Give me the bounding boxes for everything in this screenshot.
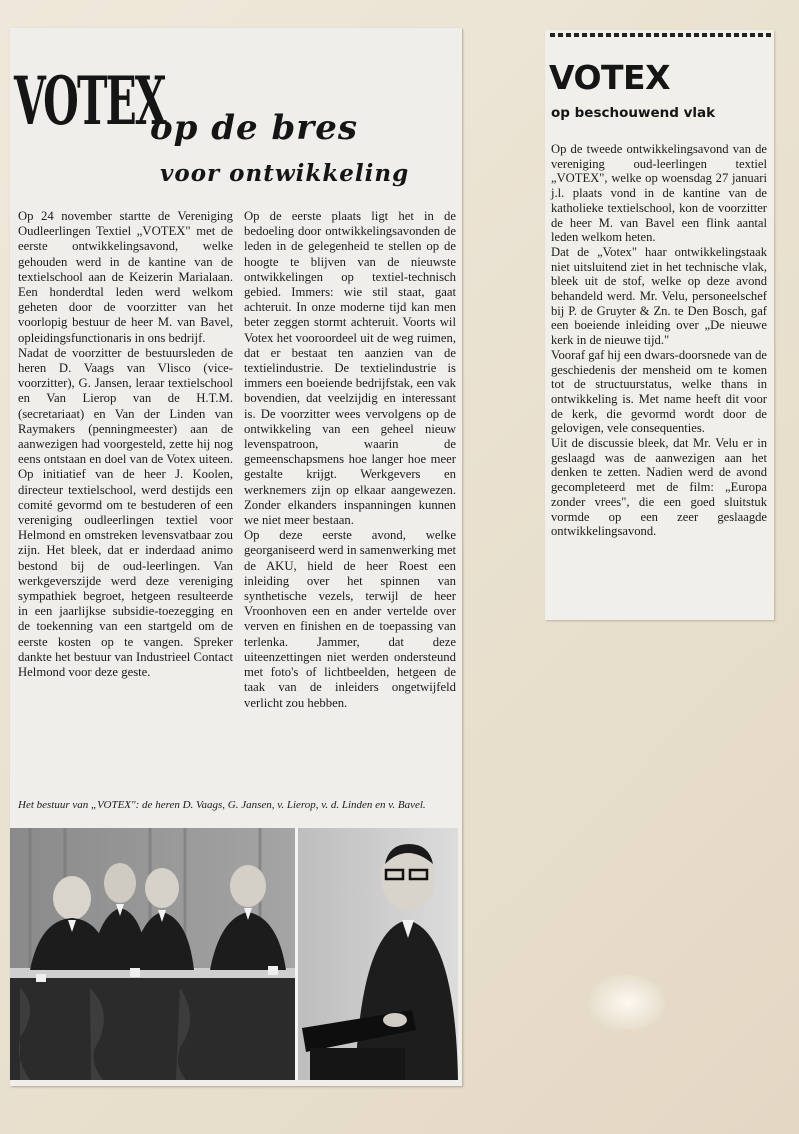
dashed-rule <box>550 33 771 37</box>
left-col1-paragraph-1: Op 24 november startte de Vereniging Oudleerlingen Textiel „VOTEX" met de eerste ontwikkelingsavond, welke gehouden werd in de kantine van de textielschool aan de Keizerin Marialaan. Een honderdtal leden werd welkom geheten door de voorzitter van het voorlopig bestuur de heer M. van Bavel, opleidingsfunctionaris in ons bedrijf. <box>18 209 233 345</box>
right-article-body <box>551 142 767 539</box>
left-col1-paragraph-2: Nadat de voorzitter de bestuursleden de heren D. Vaags van Vlisco (vice-voorzitter), G. Jansen, leraar textielschool en Van Lierop van de H.T.M. (secretariaat) en Van der Linden van Raymakers (penningmeester) aan de aanwezigen had voorgesteld, zette hij nog eens ontstaan en doel van de Votex uiteen. Op initiatief van de heer J. Koolen, directeur textielschool, werd destijds een comité gevormd om te bestuderen of een vereniging oudleerlingen textiel voor Helmond en omstreken levensvatbaar zou zijn. Het bleek, dat er inderdaad animo bestond bij de oud-leerlingen. Van werkgeverszijde werd deze vereniging sympathiek begroet, hetgeen resulteerde in een jaarlijkse subsidie-toezegging en de toekenning van een startgeld om de eerste kosten op te vangen. Spreker dankte het bestuur van Industrieel Contact Helmond voor deze geste. <box>18 345 233 680</box>
left-title-subtitle-2: voor ontwikkeling <box>160 160 410 187</box>
right-paragraph-3: Vooraf gaf hij een dwars-doorsnede van de geschiedenis der mensheid om te komen tot de structuurstatus, welke thans in ontwikkeling is. Met name heeft dit voor de kerk, die gevormd wordt door de gelovigen, vele consequenties. <box>551 347 767 436</box>
photo-caption: Het bestuur van „VOTEX": de heren D. Vaags, G. Jansen, v. Lierop, v. d. Linden en v. Bavel. <box>18 799 426 811</box>
board-photo-image <box>10 828 458 1080</box>
board-photo <box>10 828 458 1080</box>
left-article-column-1 <box>18 209 233 680</box>
right-paragraph-1: Op de tweede ontwikkelingsavond van de vereniging oud-leerlingen textiel „VOTEX", welke op woensdag 27 januari j.l. plaats vond in de kantine van de katholieke textielschool, kon de voorzitter de heer M. van Bavel een flink aantal leden welkom heten. <box>551 142 767 245</box>
left-col2-paragraph-2: Op deze eerste avond, welke georganiseerd werd in samenwerking met de AKU, hield de heer Roest een inleiding over het spinnen van synthetische vezels, terwijl de heer Vroonhoven een en ander vertelde over verven en finishen en de toepassing van terlenka. Jammer, dat deze uiteenzettingen niet werden ondersteund met foto's of lichtbeelden, hetgeen de taak van de inleiders ongetwijfeld verlicht zou hebben. <box>244 528 456 710</box>
left-title-subtitle-1: op de bres <box>150 108 358 148</box>
right-paragraph-2: Dat de „Votex" haar ontwikkelingstaak niet uitsluitend ziet in het technische vlak, bleek uit de stof, welke op deze avond behandeld werd. Mr. Velu, personeelschef bij P. de Gruyter & Zn. te Den Bosch, gaf een boeiende inleiding over „De nieuwe kerk in de nieuwe tijd." <box>551 244 767 348</box>
left-col2-paragraph-1: Op de eerste plaats ligt het in de bedoeling door ontwikkelingsavonden de leden in de gelegenheid te stellen op de hoogte te blijven van de nieuwste ontwikkelingen op textiel-technisch gebied. Immers: wie stil staat, gaat achteruit. In onze moderne tijd kan men beter zeggen stormt achteruit. Voorts wil Votex het vooroordeel uit de weg ruimen, dat er bestaat ten aanzien van de textielindustrie. De textielindustrie is immers een boeiende bedrijfstak, een vak bovendien, dat veelzijdig en interessant is. De voorzitter wees vervolgens op de ontwikkeling van een geheel nieuw levenspatroon, waarin de gemeenschapsmens hoe langer hoe meer gestalte krijgt. Werkgevers en werknemers zijn op elkaar aangewezen. Zonder elkanders inspanningen kunnen we niet meer bestaan. <box>244 209 456 528</box>
right-title-votex: VOTEX <box>549 58 671 97</box>
right-paragraph-4: Uit de discussie bleek, dat Mr. Velu er in geslaagd was de aanwezigen aan het denken te zetten. Nadien werd de avond gecompleteerd met de film: „Europa zonder vrees", die een goed sluitstuk vormde op een zeer geslaagde ontwikkelingsavond. <box>551 436 767 539</box>
left-article-column-2 <box>244 209 456 711</box>
paper-stain <box>590 975 665 1030</box>
left-title-votex: VOTEX <box>14 62 165 140</box>
right-subtitle: op beschouwend vlak <box>551 105 716 121</box>
